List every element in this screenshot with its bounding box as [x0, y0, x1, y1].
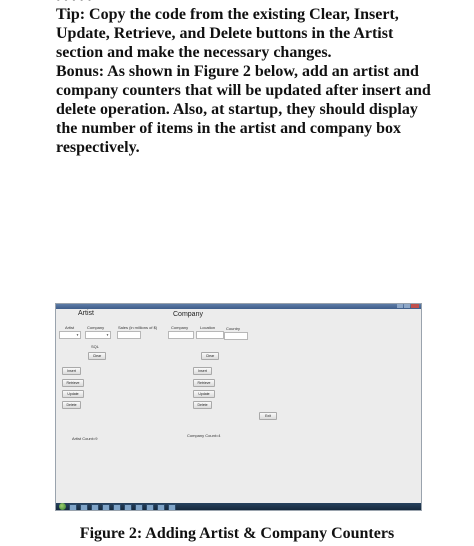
artist-label: Artist — [65, 325, 75, 330]
excel-icon[interactable] — [113, 504, 121, 511]
company-input[interactable] — [168, 331, 194, 339]
window-titlebar — [56, 304, 421, 309]
company-update-button[interactable]: Update — [193, 390, 215, 398]
company-counter: Company Count=4 — [187, 433, 221, 438]
top-text-fragment — [56, 0, 176, 1]
outlook-icon[interactable] — [157, 504, 165, 511]
location-label: Location — [200, 325, 216, 330]
word-icon[interactable] — [102, 504, 110, 511]
minimize-icon[interactable] — [397, 304, 403, 308]
powerpoint-icon[interactable] — [124, 504, 132, 511]
media-icon[interactable] — [91, 504, 99, 511]
figure-screenshot — [55, 303, 422, 511]
ie-icon[interactable] — [69, 504, 77, 511]
os-taskbar — [56, 503, 421, 510]
company-delete-button[interactable]: Delete — [193, 401, 212, 409]
bonus-paragraph: Bonus: As shown in Figure 2 below, add an artist and company counters that will be updated after insert and delete operation. Also, at startup, they should display the number of items in the artist and company box respectively. — [56, 63, 431, 156]
artist-delete-button[interactable]: Delete — [62, 401, 81, 409]
sales-input[interactable] — [117, 331, 141, 339]
artist-insert-button[interactable]: Insert — [62, 367, 81, 375]
location-input[interactable] — [196, 331, 224, 339]
folder-icon[interactable] — [80, 504, 88, 511]
company-section-title: Company — [173, 311, 203, 318]
tip-paragraph: Tip: Copy the code from the existing Clear, Insert, Update, Retrieve, and Delete buttons in the Artist section and make the necessary changes. — [56, 6, 399, 61]
chevron-down-icon: ▼ — [76, 333, 79, 337]
figure-caption: Figure 2: Adding Artist & Company Counters — [79, 525, 395, 542]
window-controls — [397, 304, 419, 309]
sales-label: Sales (in millions of $) — [118, 325, 158, 330]
exit-button[interactable]: Exit — [259, 412, 277, 420]
sql-label: SQL — [91, 344, 100, 349]
company-clear-button[interactable]: Clear — [201, 352, 219, 360]
start-icon[interactable] — [59, 503, 66, 510]
access-icon[interactable] — [135, 504, 143, 511]
vs-icon[interactable] — [146, 504, 154, 511]
chevron-down-icon: ▼ — [106, 333, 109, 337]
artist-company-label: Company — [87, 325, 105, 330]
artist-clear-button[interactable]: Clear — [88, 352, 106, 360]
country-label: Country — [226, 326, 241, 331]
taskbar-icons — [69, 504, 176, 511]
artist-company-combo[interactable] — [85, 331, 111, 339]
app-icon[interactable] — [168, 504, 176, 511]
artist-counter: Artist Count=9 — [72, 436, 98, 441]
maximize-icon[interactable] — [404, 304, 410, 308]
artist-section-title: Artist — [78, 310, 94, 317]
artist-retrieve-button[interactable]: Retrieve — [62, 379, 84, 387]
country-input[interactable] — [224, 332, 248, 340]
artist-update-button[interactable]: Update — [62, 390, 84, 398]
document-body — [56, 5, 436, 157]
company-insert-button[interactable]: Insert — [193, 367, 212, 375]
artist-combo[interactable] — [59, 331, 81, 339]
company-retrieve-button[interactable]: Retrieve — [193, 379, 215, 387]
close-icon[interactable] — [411, 304, 419, 308]
company-label: Company — [171, 325, 189, 330]
